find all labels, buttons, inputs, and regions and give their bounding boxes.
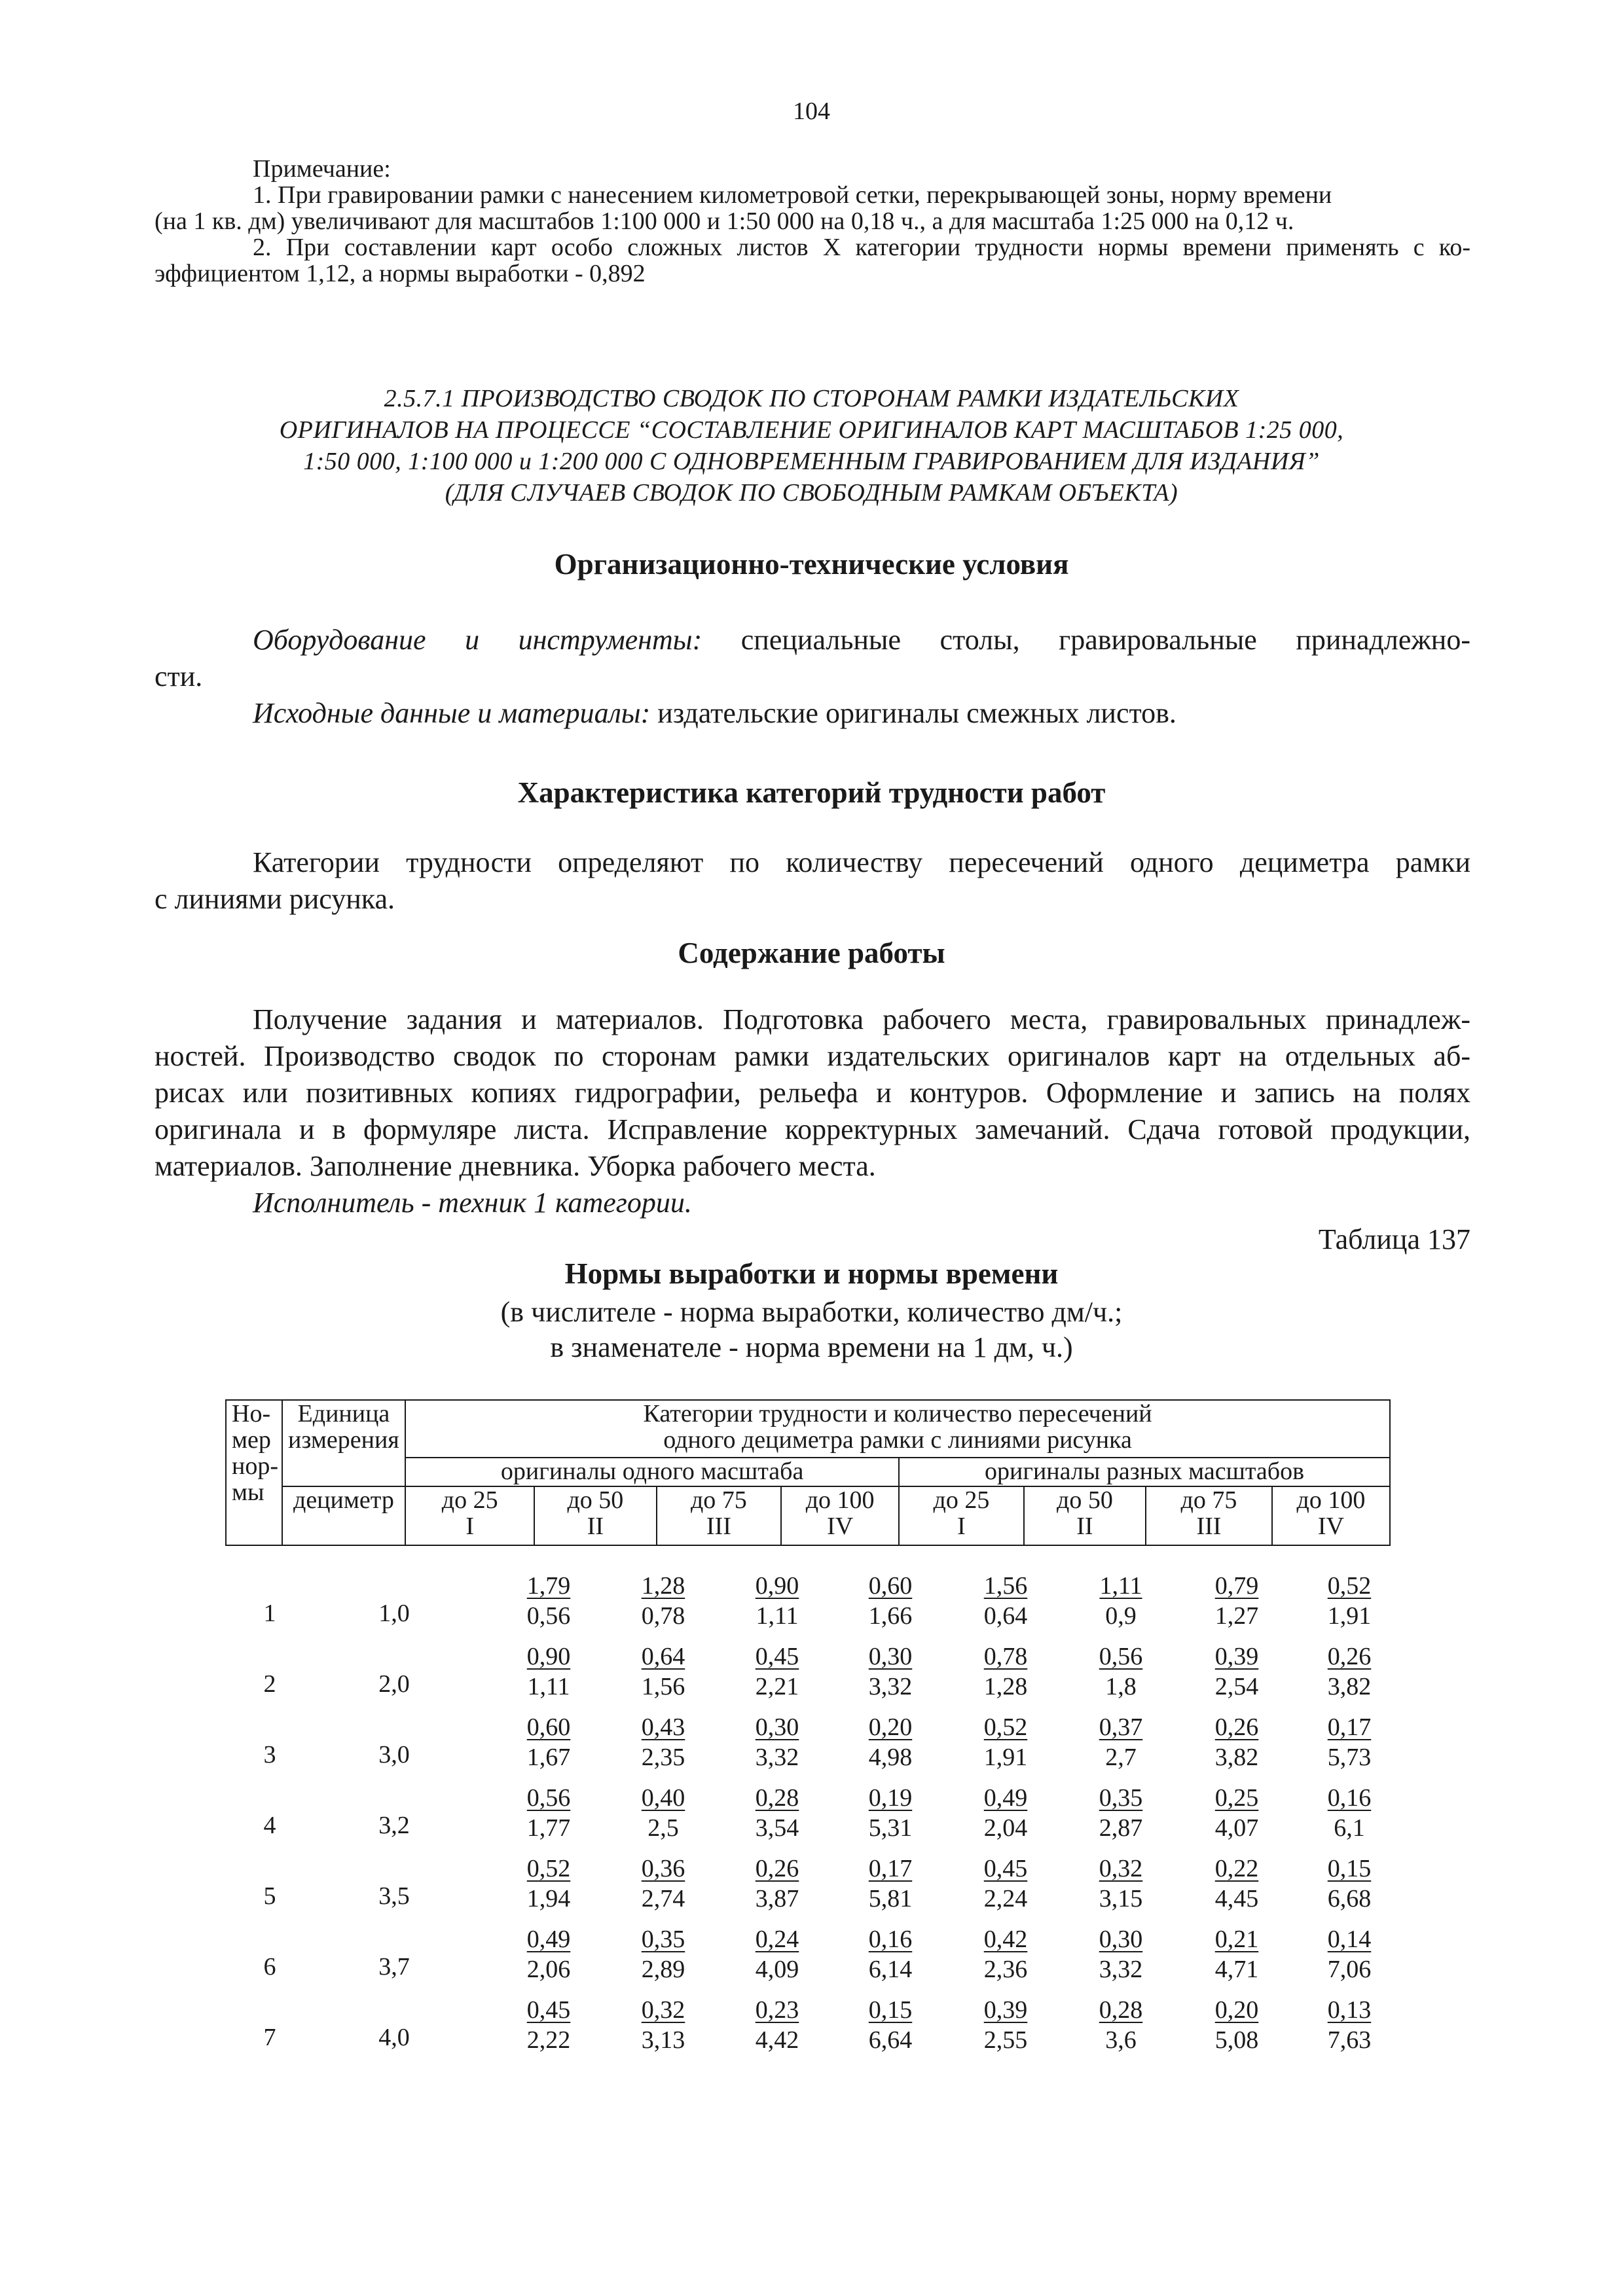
cell-output-norm: 0,15 — [1327, 1855, 1372, 1882]
cell-output-norm: 0,32 — [641, 1996, 685, 2024]
table-cell — [1188, 1854, 1286, 1914]
cell-time-norm: 2,55 — [983, 2026, 1028, 2054]
cell-time-norm: 2,24 — [983, 1885, 1028, 1912]
cell-time-norm: 1,66 — [868, 1602, 913, 1630]
table-cell — [1300, 1854, 1398, 1914]
table-cell — [841, 1712, 939, 1772]
table-cell — [500, 1783, 598, 1843]
cell-output-norm: 0,26 — [1214, 1713, 1259, 1741]
cell-time-norm: 7,63 — [1327, 2026, 1372, 2054]
table-cell — [500, 1571, 598, 1631]
row-number: 5 — [263, 1882, 276, 1910]
cell-time-norm: 4,09 — [755, 1956, 799, 1983]
cell-output-norm: 0,16 — [868, 1926, 913, 1953]
cell-output-norm: 0,37 — [1099, 1713, 1143, 1741]
cell-output-norm: 1,79 — [526, 1572, 571, 1600]
header-col-5: до 25 I — [899, 1486, 1024, 1545]
cell-time-norm: 2,89 — [641, 1956, 685, 1983]
table-cell — [957, 1641, 1055, 1702]
cell-time-norm: 6,14 — [868, 1956, 913, 1983]
cell-time-norm: 4,07 — [1214, 1814, 1259, 1842]
table-cell — [500, 1641, 598, 1702]
cell-time-norm: 1,28 — [983, 1673, 1028, 1700]
cell-time-norm: 0,56 — [526, 1602, 571, 1630]
cell-output-norm: 0,60 — [526, 1713, 571, 1741]
cell-time-norm: 2,5 — [647, 1814, 679, 1842]
cell-output-norm: 0,30 — [868, 1643, 913, 1670]
cell-time-norm: 2,74 — [641, 1885, 685, 1912]
note-title: Примечание: — [253, 155, 391, 183]
cell-output-norm: 0,24 — [755, 1926, 799, 1953]
cell-output-norm: 0,30 — [755, 1713, 799, 1741]
cell-output-norm: 0,52 — [526, 1855, 571, 1882]
row-number: 4 — [263, 1812, 276, 1839]
table-cell — [957, 1712, 1055, 1772]
cell-output-norm: 1,28 — [641, 1572, 685, 1600]
table-cell — [841, 1571, 939, 1631]
equipment-continuation: сти. — [155, 660, 203, 692]
content-line-3: рисах или позитивных копиях гидрографии, рельефа и контуров. Оформление и запись на полях — [155, 1077, 1470, 1109]
cell-output-norm: 0,23 — [755, 1996, 799, 2024]
table-cell — [728, 1783, 826, 1843]
cell-time-norm: 3,32 — [1099, 1956, 1143, 1983]
cell-time-norm: 3,54 — [755, 1814, 799, 1842]
table-cell — [1300, 1783, 1398, 1843]
cell-output-norm: 1,56 — [983, 1572, 1028, 1600]
row-unit: 3,5 — [378, 1882, 410, 1910]
cell-output-norm: 0,19 — [868, 1784, 913, 1812]
header-norm-number: Но- мер нор- мы — [226, 1400, 282, 1545]
note-item-1-line-1: 1. При гравировании рамки с нанесением километровой сетки, перекрывающей зоны, норму времени — [253, 181, 1332, 209]
row-unit: 3,2 — [378, 1812, 410, 1839]
cell-output-norm: 0,49 — [526, 1926, 571, 1953]
header-col-6: до 50 II — [1024, 1486, 1146, 1545]
header-col-3: до 75 III — [657, 1486, 782, 1545]
table-cell — [841, 1995, 939, 2055]
cell-time-norm: 3,32 — [755, 1744, 799, 1771]
categories-line-2: с линиями рисунка. — [155, 883, 395, 915]
table-cell — [1072, 1783, 1170, 1843]
cell-output-norm: 0,52 — [983, 1713, 1028, 1741]
table-label: Таблица 137 — [1318, 1223, 1470, 1255]
equipment-line — [155, 622, 1470, 658]
page-number: 104 — [793, 98, 830, 125]
org-heading: Организационно-технические условия — [554, 548, 1069, 581]
table-subtitle — [0, 1295, 1623, 1365]
cell-time-norm: 2,7 — [1105, 1744, 1137, 1771]
cell-output-norm: 0,90 — [526, 1643, 571, 1670]
table-cell — [614, 1924, 712, 1984]
cell-output-norm: 0,78 — [983, 1643, 1028, 1670]
table-cell — [614, 1854, 712, 1914]
content-heading: Содержание работы — [678, 937, 945, 969]
table-cell — [1300, 1641, 1398, 1702]
row-unit: 3,7 — [378, 1953, 410, 1981]
table-cell — [1188, 1995, 1286, 2055]
table-cell — [1188, 1783, 1286, 1843]
table-cell — [728, 1712, 826, 1772]
cell-output-norm: 0,30 — [1099, 1926, 1143, 1953]
cell-output-norm: 0,17 — [868, 1855, 913, 1882]
source-text: издательские оригиналы смежных листов. — [650, 697, 1176, 729]
cell-time-norm: 4,45 — [1214, 1885, 1259, 1912]
cell-time-norm: 7,06 — [1327, 1956, 1372, 1983]
cell-output-norm: 0,25 — [1214, 1784, 1259, 1812]
table-cell — [614, 1712, 712, 1772]
cell-time-norm: 3,13 — [641, 2026, 685, 2054]
table-cell — [957, 1995, 1055, 2055]
note-block — [155, 156, 1470, 287]
cell-output-norm: 0,42 — [983, 1926, 1028, 1953]
cell-time-norm: 3,82 — [1214, 1744, 1259, 1771]
table-cell — [957, 1571, 1055, 1631]
categories-line-1: Категории трудности определяют по количеству пересечений одного дециметра рамки — [253, 846, 1470, 878]
equipment-text: специальные столы, гравировальные принадлежно- — [702, 624, 1470, 656]
cell-time-norm: 1,27 — [1214, 1602, 1259, 1630]
row-unit: 3,0 — [378, 1741, 410, 1768]
cell-output-norm: 0,13 — [1327, 1996, 1372, 2024]
cell-time-norm: 0,9 — [1105, 1602, 1137, 1630]
row-number: 3 — [263, 1741, 276, 1768]
note-item-2-line-2: эффициентом 1,12, а нормы выработки - 0,892 — [155, 260, 646, 287]
row-unit: 2,0 — [378, 1670, 410, 1698]
cell-output-norm: 0,49 — [983, 1784, 1028, 1812]
table-cell — [614, 1783, 712, 1843]
norms-table-header — [225, 1399, 1391, 1546]
table-cell — [1188, 1641, 1286, 1702]
cell-time-norm: 0,78 — [641, 1602, 685, 1630]
cell-time-norm: 4,98 — [868, 1744, 913, 1771]
table-cell — [1072, 1995, 1170, 2055]
cell-time-norm: 2,36 — [983, 1956, 1028, 1983]
table-cell — [1188, 1571, 1286, 1631]
cell-time-norm: 2,87 — [1099, 1814, 1143, 1842]
cell-output-norm: 0,45 — [526, 1996, 571, 2024]
table-cell — [1188, 1924, 1286, 1984]
cell-output-norm: 0,26 — [1327, 1643, 1372, 1670]
section-title-line-2: ОРИГИНАЛОВ НА ПРОЦЕССЕ “СОСТАВЛЕНИЕ ОРИГИНАЛОВ КАРТ МАСШТАБОВ 1:25 000, — [279, 416, 1344, 444]
cell-output-norm: 0,28 — [755, 1784, 799, 1812]
cell-output-norm: 0,32 — [1099, 1855, 1143, 1882]
cell-output-norm: 0,39 — [1214, 1643, 1259, 1670]
cell-output-norm: 0,35 — [641, 1926, 685, 1953]
table-cell — [1072, 1641, 1170, 1702]
table-cell — [1300, 1712, 1398, 1772]
cell-time-norm: 2,21 — [755, 1673, 799, 1700]
section-title-line-4: (ДЛЯ СЛУЧАЕВ СВОДОК ПО СВОБОДНЫМ РАМКАМ ОБЪЕКТА) — [445, 479, 1178, 507]
cell-output-norm: 0,28 — [1099, 1996, 1143, 2024]
cell-time-norm: 1,94 — [526, 1885, 571, 1912]
table-cell — [728, 1641, 826, 1702]
table-cell — [1300, 1924, 1398, 1984]
table-cell — [957, 1924, 1055, 1984]
header-col-1: до 25 I — [405, 1486, 534, 1545]
table-cell — [728, 1854, 826, 1914]
header-group-same-scale: оригиналы одного масштаба — [405, 1458, 899, 1486]
cell-time-norm: 1,77 — [526, 1814, 571, 1842]
cell-time-norm: 5,81 — [868, 1885, 913, 1912]
cell-time-norm: 3,82 — [1327, 1673, 1372, 1700]
cell-time-norm: 1,8 — [1105, 1673, 1137, 1700]
cell-time-norm: 6,64 — [868, 2026, 913, 2054]
cell-time-norm: 1,91 — [1327, 1602, 1372, 1630]
categories-block — [155, 844, 1470, 918]
cell-output-norm: 0,56 — [1099, 1643, 1143, 1670]
cell-time-norm: 1,91 — [983, 1744, 1028, 1771]
note-item-2-line-1: 2. При составлении карт особо сложных листов X категории трудности нормы времени применять с ко- — [253, 234, 1470, 261]
cell-output-norm: 0,45 — [983, 1855, 1028, 1882]
cell-output-norm: 0,20 — [868, 1713, 913, 1741]
table-cell — [1072, 1571, 1170, 1631]
executor-line: Исполнитель - техник 1 категории. — [253, 1187, 692, 1219]
table-cell — [500, 1854, 598, 1914]
cell-time-norm: 1,11 — [756, 1602, 799, 1630]
cell-time-norm: 3,87 — [755, 1885, 799, 1912]
row-number: 2 — [263, 1670, 276, 1698]
cell-time-norm: 2,06 — [526, 1956, 571, 1983]
header-col-7: до 75 III — [1146, 1486, 1272, 1545]
cell-time-norm: 4,71 — [1214, 1956, 1259, 1983]
content-block — [155, 1001, 1470, 1221]
cell-time-norm: 1,56 — [641, 1673, 685, 1700]
cell-output-norm: 0,56 — [526, 1784, 571, 1812]
table-title: Нормы выработки и нормы времени — [564, 1257, 1059, 1290]
categories-heading: Характеристика категорий трудности работ — [517, 776, 1106, 809]
cell-output-norm: 0,26 — [755, 1855, 799, 1882]
row-unit: 4,0 — [378, 2024, 410, 2051]
section-title-line-1: 2.5.7.1 ПРОИЗВОДСТВО СВОДОК ПО СТОРОНАМ РАМКИ ИЗДАТЕЛЬСКИХ — [384, 385, 1239, 412]
table-cell — [500, 1995, 598, 2055]
table-cell — [500, 1924, 598, 1984]
table-subtitle-line-1: (в числителе - норма выработки, количество дм/ч.; — [500, 1296, 1123, 1328]
content-line-5: материалов. Заполнение дневника. Уборка рабочего места. — [155, 1150, 876, 1182]
cell-time-norm: 3,32 — [868, 1673, 913, 1700]
table-cell — [1072, 1712, 1170, 1772]
cell-time-norm: 6,68 — [1327, 1885, 1372, 1912]
table-cell — [841, 1924, 939, 1984]
table-cell — [957, 1854, 1055, 1914]
cell-output-norm: 0,39 — [983, 1996, 1028, 2024]
table-cell — [1072, 1924, 1170, 1984]
content-line-2: ностей. Производство сводок по сторонам рамки издательских оригиналов карт на отдельных аб- — [155, 1040, 1470, 1072]
table-cell — [957, 1783, 1055, 1843]
cell-output-norm: 0,21 — [1214, 1926, 1259, 1953]
table-cell — [614, 1995, 712, 2055]
cell-time-norm: 3,6 — [1105, 2026, 1137, 2054]
cell-time-norm: 1,11 — [527, 1673, 570, 1700]
cell-output-norm: 0,15 — [868, 1996, 913, 2024]
cell-output-norm: 0,22 — [1214, 1855, 1259, 1882]
cell-output-norm: 0,52 — [1327, 1572, 1372, 1600]
section-title — [0, 383, 1623, 509]
note-item-1-line-2: (на 1 кв. дм) увеличивают для масштабов 1:100 000 и 1:50 000 на 0,18 ч., а для масштаба 1:25 000 на 0,12 ч. — [155, 207, 1294, 235]
cell-time-norm: 0,64 — [983, 1602, 1028, 1630]
header-categories: Категории трудности и количество пересечений одного дециметра рамки с линиями рисунка — [405, 1400, 1390, 1458]
header-col-4: до 100 IV — [781, 1486, 899, 1545]
header-group-different-scale: оригиналы разных масштабов — [899, 1458, 1390, 1486]
cell-output-norm: 0,20 — [1214, 1996, 1259, 2024]
section-title-line-3: 1:50 000, 1:100 000 и 1:200 000 С ОДНОВРЕМЕННЫМ ГРАВИРОВАНИЕМ ДЛЯ ИЗДАНИЯ” — [303, 448, 1320, 475]
row-unit: 1,0 — [378, 1600, 410, 1627]
table-cell — [841, 1641, 939, 1702]
table-cell — [728, 1571, 826, 1631]
table-cell — [614, 1641, 712, 1702]
cell-output-norm: 0,43 — [641, 1713, 685, 1741]
table-cell — [1072, 1854, 1170, 1914]
cell-output-norm: 0,40 — [641, 1784, 685, 1812]
cell-output-norm: 0,64 — [641, 1643, 685, 1670]
cell-time-norm: 5,08 — [1214, 2026, 1259, 2054]
cell-output-norm: 0,45 — [755, 1643, 799, 1670]
cell-time-norm: 2,04 — [983, 1814, 1028, 1842]
cell-output-norm: 0,90 — [755, 1572, 799, 1600]
cell-output-norm: 0,36 — [641, 1855, 685, 1882]
equipment-label: Оборудование и инструменты: — [253, 624, 702, 656]
cell-time-norm: 1,67 — [526, 1744, 571, 1771]
cell-time-norm: 2,54 — [1214, 1673, 1259, 1700]
table-cell — [841, 1854, 939, 1914]
row-number: 7 — [263, 2024, 276, 2051]
cell-time-norm: 5,73 — [1327, 1744, 1372, 1771]
header-col-2: до 50 II — [534, 1486, 656, 1545]
cell-time-norm: 6,1 — [1334, 1814, 1365, 1842]
header-col-8: до 100 IV — [1272, 1486, 1390, 1545]
row-number: 1 — [263, 1600, 276, 1627]
cell-time-norm: 2,35 — [641, 1744, 685, 1771]
table-cell — [1300, 1571, 1398, 1631]
table-subtitle-line-2: в знаменателе - норма времени на 1 дм, ч.) — [550, 1331, 1073, 1363]
header-unit: Единица измерения — [282, 1400, 405, 1486]
table-cell — [1300, 1995, 1398, 2055]
cell-output-norm: 1,11 — [1099, 1572, 1142, 1600]
table-cell — [728, 1924, 826, 1984]
cell-output-norm: 0,79 — [1214, 1572, 1259, 1600]
table-cell — [841, 1783, 939, 1843]
source-label: Исходные данные и материалы: — [253, 697, 651, 729]
cell-time-norm: 5,31 — [868, 1814, 913, 1842]
cell-output-norm: 0,17 — [1327, 1713, 1372, 1741]
cell-output-norm: 0,60 — [868, 1572, 913, 1600]
cell-time-norm: 4,42 — [755, 2026, 799, 2054]
row-number: 6 — [263, 1953, 276, 1981]
content-line-1: Получение задания и материалов. Подготовка рабочего места, гравировальных принадлеж- — [253, 1003, 1470, 1035]
org-block — [155, 622, 1470, 732]
cell-time-norm: 3,15 — [1099, 1885, 1143, 1912]
cell-output-norm: 0,35 — [1099, 1784, 1143, 1812]
cell-time-norm: 2,22 — [526, 2026, 571, 2054]
table-cell — [1188, 1712, 1286, 1772]
table-cell — [614, 1571, 712, 1631]
table-cell — [728, 1995, 826, 2055]
header-unit-decimeter: дециметр — [282, 1486, 405, 1545]
content-line-4: оригинала и в формуляре листа. Исправление корректурных замечаний. Сдача готовой продукции, — [155, 1113, 1470, 1145]
source-line — [155, 695, 1470, 732]
table-cell — [500, 1712, 598, 1772]
cell-output-norm: 0,16 — [1327, 1784, 1372, 1812]
cell-output-norm: 0,14 — [1327, 1926, 1372, 1953]
